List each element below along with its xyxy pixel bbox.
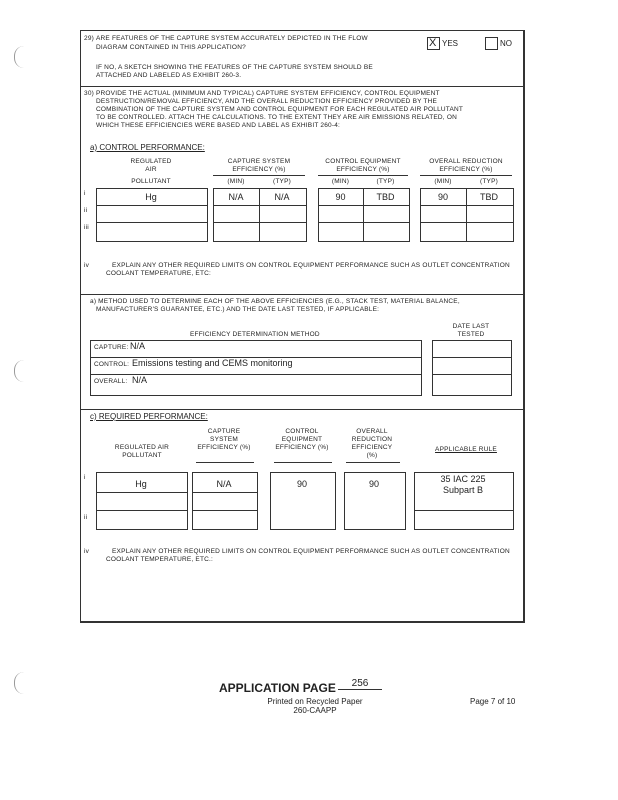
row-i-overall-min[interactable]: 90 [437, 192, 448, 202]
method-col-header: EFFICIENCY DETERMINATION METHOD [190, 331, 320, 338]
q30-text-line1: PROVIDE THE ACTUAL (MINIMUM AND TYPICAL) CAPTURE SYSTEM EFFICIENCY, CONTROL EQUIPMENT [96, 90, 440, 97]
punch-hole-bottom [14, 672, 25, 694]
q29-number: 29) [84, 35, 94, 42]
req-row-ii-label: ii [84, 514, 88, 521]
section-a-title: a) CONTROL PERFORMANCE: [90, 143, 205, 152]
row-i-capture-typ[interactable]: N/A [274, 192, 290, 202]
grid-line [420, 205, 514, 206]
footer-page-of: Page 7 of 10 [470, 697, 516, 706]
req-hdr-overall-2: REDUCTION [351, 436, 393, 443]
method-date-header-1: DATE LAST [452, 323, 490, 330]
method-line1: a) METHOD USED TO DETERMINE EACH OF THE ABOVE EFFICIENCIES (E.G., STACK TEST, MATERIAL BALANCE, [90, 298, 460, 305]
q29-no-label: NO [500, 39, 512, 48]
req-hdr-control-1: CONTROL [285, 428, 319, 435]
req-iv-label: iv [84, 548, 90, 555]
hdr-capture-1: CAPTURE SYSTEM [227, 158, 291, 165]
method-control-label: CONTROL: [94, 361, 130, 368]
method-overall-label: OVERALL: [94, 378, 128, 385]
grid-line [96, 205, 208, 206]
req-hdr-pollutant-1: REGULATED AIR [114, 444, 170, 451]
grid-line [318, 222, 410, 223]
method-capture-label: CAPTURE: [94, 344, 129, 351]
req-hdr-pollutant-2: POLLUTANT [122, 452, 162, 459]
req-row-i-control[interactable]: 90 [296, 479, 307, 489]
row-i-pollutant[interactable]: Hg [145, 192, 157, 202]
req-hdr-capture-1: CAPTURE [207, 428, 241, 435]
hdr-capture-typ: (TYP) [273, 178, 291, 185]
hdr-capture-2: EFFICIENCY (%) [232, 166, 286, 173]
req-hdr-overall-4: (%) [366, 452, 378, 459]
hdr-capture-rule [213, 175, 305, 176]
hdr-overall-1: OVERALL REDUCTION [429, 158, 503, 165]
hdr-pollutant-1: REGULATED [130, 158, 172, 165]
row-iii-label: iii [84, 224, 89, 231]
method-line2: MANUFACTURER'S GUARANTEE, ETC.) AND THE DATE LAST TESTED, IF APPLICABLE: [96, 306, 380, 313]
divider-q29 [80, 86, 524, 87]
method-overall-value[interactable]: N/A [132, 375, 148, 385]
req-line [96, 510, 188, 511]
q29-yes-checkbox[interactable] [427, 37, 440, 50]
q30-iv-label: iv [84, 262, 90, 269]
section-c-title: c) REQUIRED PERFORMANCE: [90, 412, 208, 421]
grid-line [420, 222, 514, 223]
q30-text-line4: TO BE CONTROLLED. ATTACH THE CALCULATIONS. TO THE EXTENT THEY ARE AIR EMISSIONS RELATED, ON [96, 114, 457, 121]
hdr-control-rule [318, 175, 408, 176]
req-hdr-control-2: EQUIPMENT [281, 436, 323, 443]
req-line [414, 510, 514, 511]
row-ii-label: ii [84, 207, 88, 214]
q30-number: 30) [84, 90, 94, 97]
punch-hole-top [14, 46, 25, 68]
date-line [432, 357, 512, 358]
footer-page-number: 256 [338, 678, 382, 690]
hdr-overall-rule [420, 175, 512, 176]
hdr-overall-min: (MIN) [434, 178, 452, 185]
footer-title: APPLICATION PAGE [219, 681, 336, 695]
q29-question-line2: DIAGRAM CONTAINED IN THIS APPLICATION? [96, 44, 246, 51]
req-hdr-capture-rule [196, 462, 254, 463]
punch-hole-middle [14, 360, 25, 382]
checkmark-x-icon: X [429, 37, 437, 49]
divider-q30 [80, 294, 524, 295]
req-hdr-overall-1: OVERALL [356, 428, 388, 435]
req-line [96, 492, 188, 493]
row-i-overall-typ[interactable]: TBD [480, 192, 498, 202]
req-iv-line1: EXPLAIN ANY OTHER REQUIRED LIMITS ON CONTROL EQUIPMENT PERFORMANCE SUCH AS OUTLET CONCENTRATION [112, 548, 510, 555]
req-row-i-rule-2[interactable]: Subpart B [442, 485, 484, 495]
row-i-control-typ[interactable]: TBD [376, 192, 395, 202]
hdr-control-min: (MIN) [331, 178, 350, 185]
row-i-label: i [84, 190, 86, 197]
req-iv-line2: COOLANT TEMPERATURE, ETC.: [106, 556, 214, 563]
hdr-overall-2: EFFICIENCY (%) [439, 166, 493, 173]
hdr-control-typ: (TYP) [376, 178, 395, 185]
q29-yes-label: YES [442, 39, 459, 48]
req-row-i-overall[interactable]: 90 [368, 479, 379, 489]
req-hdr-rule: APPLICABLE RULE [435, 446, 497, 453]
hdr-pollutant-2: AIR [145, 166, 157, 173]
hdr-control-2: EFFICIENCY (%) [336, 166, 390, 173]
row-i-capture-min[interactable]: N/A [228, 192, 244, 202]
req-hdr-overall-3: EFFICIENCY [351, 444, 393, 451]
q30-text-line2: DESTRUCTION/REMOVAL EFFICIENCY, AND THE OVERALL REDUCTION EFFICIENCY PROVIDED BY THE [96, 98, 438, 105]
q29-note-line1: IF NO, A SKETCH SHOWING THE FEATURES OF THE CAPTURE SYSTEM SHOULD BE [96, 64, 373, 71]
q29-no-checkbox[interactable] [485, 37, 498, 50]
req-row-i-pollutant[interactable]: Hg [135, 479, 147, 489]
grid-line [318, 205, 410, 206]
grid-line [213, 222, 307, 223]
q30-text-line3: COMBINATION OF THE CAPTURE SYSTEM AND CONTROL EQUIPMENT FOR EACH REGULATED AIR POLLUTANT [96, 106, 464, 113]
q30-iv-line1: EXPLAIN ANY OTHER REQUIRED LIMITS ON CONTROL EQUIPMENT PERFORMANCE SUCH AS OUTLET CONCENTRATION [112, 262, 510, 269]
method-date-header-2: TESTED [457, 331, 485, 338]
req-hdr-control-rule [274, 462, 332, 463]
grid-line [213, 205, 307, 206]
req-row-i-rule-1[interactable]: 35 IAC 225 [440, 474, 486, 484]
req-hdr-capture-3: EFFICIENCY (%) [197, 444, 251, 451]
req-line [192, 492, 258, 493]
req-line [192, 510, 258, 511]
hdr-control-1: CONTROL EQUIPMENT [325, 158, 401, 165]
hdr-capture-min: (MIN) [227, 178, 245, 185]
grid-line [96, 222, 208, 223]
q29-note-line2: ATTACHED AND LABELED AS EXHIBIT 260-3. [96, 72, 242, 79]
method-capture-value[interactable]: N/A [130, 341, 146, 351]
method-control-value[interactable]: Emissions testing and CEMS monitoring [132, 358, 293, 368]
footer-form: 260-CAAPP [293, 706, 337, 715]
hdr-pollutant-3: POLLUTANT [131, 178, 171, 185]
divider-method [80, 409, 524, 410]
req-hdr-capture-2: SYSTEM [210, 436, 238, 443]
req-hdr-overall-rule [346, 462, 400, 463]
row-i-control-min[interactable]: 90 [335, 192, 346, 202]
date-box [432, 340, 512, 396]
hdr-overall-typ: (TYP) [480, 178, 498, 185]
q29-question-line1: ARE FEATURES OF THE CAPTURE SYSTEM ACCURATELY DEPICTED IN THE FLOW [96, 35, 368, 42]
q30-text-line5: WHICH THESE EFFICIENCIES WERE BASED AND LABEL AS EXHIBIT 260-4: [96, 122, 341, 129]
req-row-i-capture[interactable]: N/A [216, 479, 232, 489]
req-row-i-label: i [84, 474, 86, 481]
q30-iv-line2: COOLANT TEMPERATURE, ETC: [106, 270, 212, 277]
date-line [432, 374, 512, 375]
req-hdr-control-3: EFFICIENCY (%) [275, 444, 329, 451]
footer-printed: Printed on Recycled Paper [267, 697, 363, 706]
